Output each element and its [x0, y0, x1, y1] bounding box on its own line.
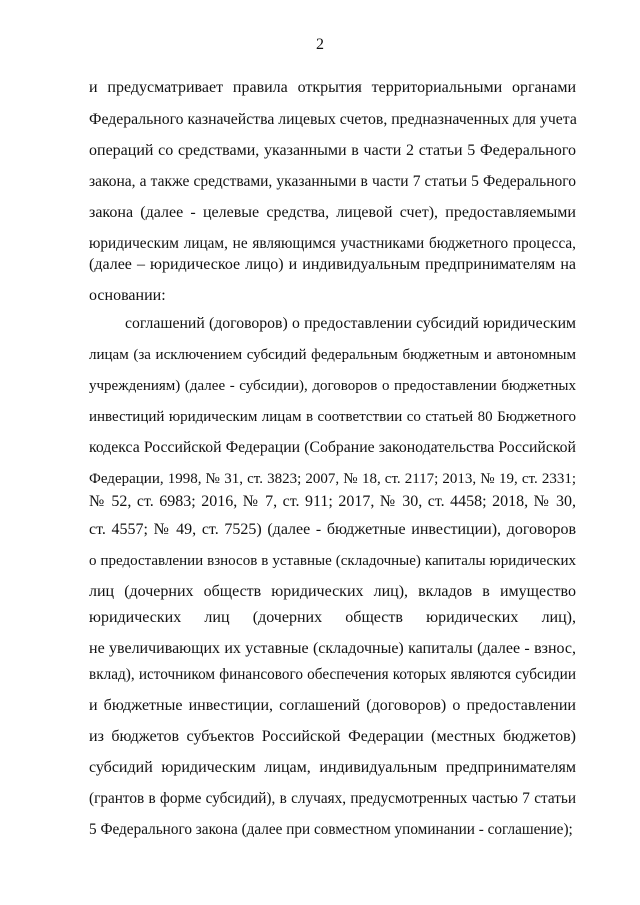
text-line: инвестиций юридическим лицам в соответствии со статьей 80 Бюджетного [89, 409, 576, 425]
text-line: лицам (за исключением субсидий федеральным бюджетным и автономным [89, 347, 576, 363]
text-line: лиц (дочерних обществ юридических лиц), вкладов в имущество [89, 583, 576, 600]
text-line: из бюджетов субъектов Российской Федерации (местных бюджетов) [89, 728, 576, 745]
text-line: субсидий юридическим лицам, индивидуальным предпринимателям [89, 759, 576, 776]
text-line: о предоставлении взносов в уставные (складочные) капиталы юридических [89, 553, 576, 569]
text-line: основании: [89, 287, 166, 304]
text-line: учреждениям) (далее - субсидии), договоров о предоставлении бюджетных [89, 378, 576, 394]
text-line: Федерального казначейства лицевых счетов, предназначенных для учета [89, 111, 577, 128]
text-line: операций со средствами, указанными в части 2 статьи 5 Федерального [89, 142, 576, 159]
text-line: и предусматривает правила открытия территориальными органами [89, 79, 576, 96]
text-line: юридическим лицам, не являющимся участниками бюджетного процесса, [89, 235, 576, 252]
page-number: 2 [316, 36, 324, 53]
text-line: соглашений (договоров) о предоставлении субсидий юридическим [125, 315, 576, 332]
text-line: 5 Федерального закона (далее при совместном упоминании - соглашение); [89, 821, 573, 838]
text-line: и бюджетные инвестиции, соглашений (договоров) о предоставлении [89, 697, 576, 714]
text-line: ст. 4557; № 49, ст. 7525) (далее - бюджетные инвестиции), договоров [89, 521, 576, 538]
text-line: (далее – юридическое лицо) и индивидуальным предпринимателям на [89, 256, 576, 273]
text-line: Федерации, 1998, № 31, ст. 3823; 2007, № 18, ст. 2117; 2013, № 19, ст. 2331; [89, 471, 576, 487]
text-line: № 52, ст. 6983; 2016, № 7, ст. 911; 2017, № 30, ст. 4458; 2018, № 30, [89, 493, 576, 510]
text-line: кодекса Российской Федерации (Собрание законодательства Российской [89, 439, 576, 456]
text-line: (грантов в форме субсидий), в случаях, предусмотренных частью 7 статьи [89, 790, 576, 807]
text-line: вклад), источником финансового обеспечения которых являются субсидии [89, 666, 576, 683]
text-line: закона (далее - целевые средства, лицевой счет), предоставляемыми [89, 204, 576, 221]
text-line: не увеличивающих их уставные (складочные) капиталы (далее - взнос, [89, 640, 576, 657]
text-line: закона, а также средствами, указанными в части 7 статьи 5 Федерального [89, 173, 576, 190]
text-line: юридических лиц (дочерних обществ юридических лиц), [89, 609, 576, 626]
